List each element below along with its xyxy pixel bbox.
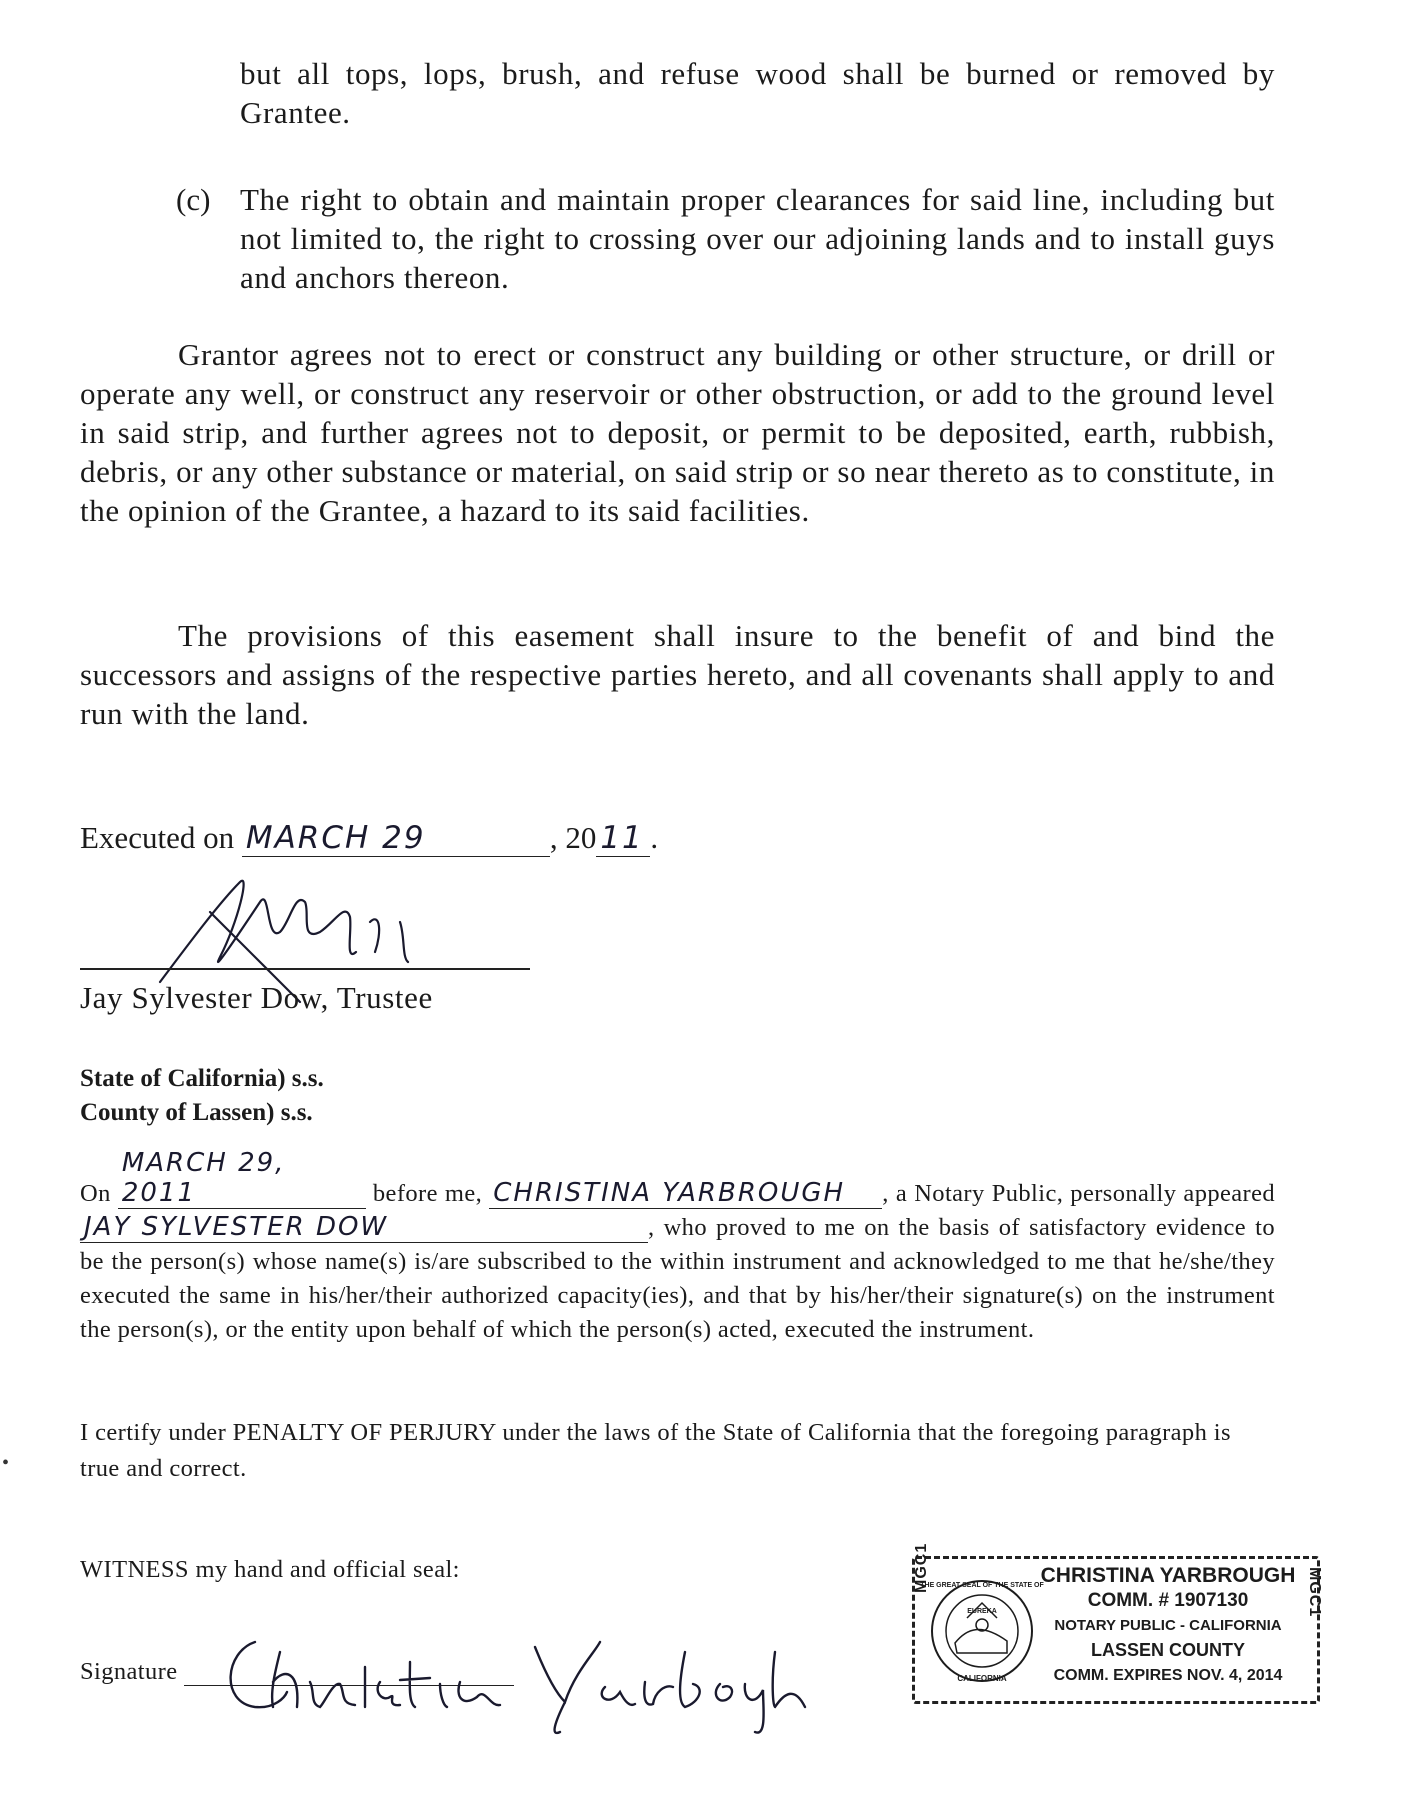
stamp-side-code-right: MGC1 xyxy=(1306,1567,1323,1618)
acknowledgment-paragraph xyxy=(80,1148,1275,1347)
trustee-signature-line xyxy=(80,968,530,970)
provisions-paragraph: The provisions of this easement shall insure to the benefit of and bind the successors and assigns of the respective parties hereto, and all covenants shall apply to and run with the land. xyxy=(80,618,1275,731)
stamp-text-block xyxy=(1033,1563,1303,1688)
execution-line xyxy=(80,818,658,858)
execution-date-handwritten: MARCH 29 xyxy=(242,820,550,857)
scan-artifact-dot: • xyxy=(2,1452,10,1474)
notary-stamp xyxy=(912,1542,1323,1704)
clause-c-label: (c) xyxy=(176,182,211,217)
seal-motto: EUREKA xyxy=(967,1608,997,1615)
execution-suffix: . xyxy=(650,820,659,855)
venue-county: County of Lassen) s.s. xyxy=(80,1099,313,1126)
ack-before-me: before me, xyxy=(372,1180,483,1207)
stamp-notary-title: NOTARY PUBLIC - CALIFORNIA xyxy=(1054,1617,1282,1634)
stamp-commission-number: COMM. # 1907130 xyxy=(1087,1590,1249,1611)
execution-year-handwritten: 11 xyxy=(596,820,650,857)
stamp-county: LASSEN COUNTY xyxy=(1090,1640,1245,1660)
grantor-paragraph: Grantor agrees not to erect or construct any building or other structure, or drill or operate any well, or construct any reservoir or other obstruction, or add to the ground level in said strip, and further agrees not to deposit, or permit to be deposited, earth, rubbish, debris, or any other substance or material, on said strip or so near thereto as to constitute, in the opinion of the Grantee, a hazard to its said facilities. xyxy=(80,337,1275,528)
execution-prefix: Executed on xyxy=(80,820,235,855)
stamp-side-code-left: MGC1 xyxy=(913,1542,930,1593)
seal-text-top: THE GREAT SEAL OF THE STATE OF xyxy=(920,1582,1044,1589)
witness-line: WITNESS my hand and official seal: xyxy=(80,1556,460,1583)
trustee-name: Jay Sylvester Dow, Trustee xyxy=(80,980,433,1015)
signature-label: Signature xyxy=(80,1658,178,1685)
ack-date-handwritten: MARCH 29, 2011 xyxy=(118,1148,366,1209)
ack-notary-suffix: , a Notary Public, personally appeared xyxy=(882,1180,1276,1207)
perjury-certification: I certify under PENALTY OF PERJURY under the laws of the State of California that the foregoing paragraph is true and correct. xyxy=(80,1419,1231,1482)
ack-notary-handwritten: CHRISTINA YARBROUGH xyxy=(489,1178,882,1209)
ack-appeared-handwritten: JAY SYLVESTER DOW xyxy=(80,1212,648,1243)
clause-b-continuation: but all tops, lops, brush, and refuse wood shall be burned or removed by Grantee. xyxy=(240,56,1275,130)
venue-block xyxy=(80,1062,324,1130)
seal-text-bottom: CALIFORNIA xyxy=(957,1674,1007,1683)
ack-on: On xyxy=(80,1180,111,1207)
ack-body: , who proved to me on the basis of satisfactory evidence to be the person(s) whose name(s) is/are subscribed to the within instrument and acknowledged to me that he/she/they executed the same in his/her/their authorized capacity(ies), and that by his/her/their signature(s) on the instrument the person(s), or the entity upon behalf of which the person(s) acted, executed the instrument. xyxy=(80,1214,1275,1343)
stamp-expiration: COMM. EXPIRES NOV. 4, 2014 xyxy=(1053,1667,1283,1684)
venue-state: State of California) s.s. xyxy=(80,1065,324,1092)
state-seal-icon xyxy=(920,1573,1044,1689)
stamp-notary-name: CHRISTINA YARBROUGH xyxy=(1040,1564,1296,1587)
notary-signature xyxy=(215,1612,815,1742)
execution-year-prefix: , 20 xyxy=(549,820,597,855)
clause-c-text: The right to obtain and maintain proper clearances for said line, including but not limited to, the right to crossing over our adjoining lands and to install guys and anchors thereon. xyxy=(240,182,1275,295)
